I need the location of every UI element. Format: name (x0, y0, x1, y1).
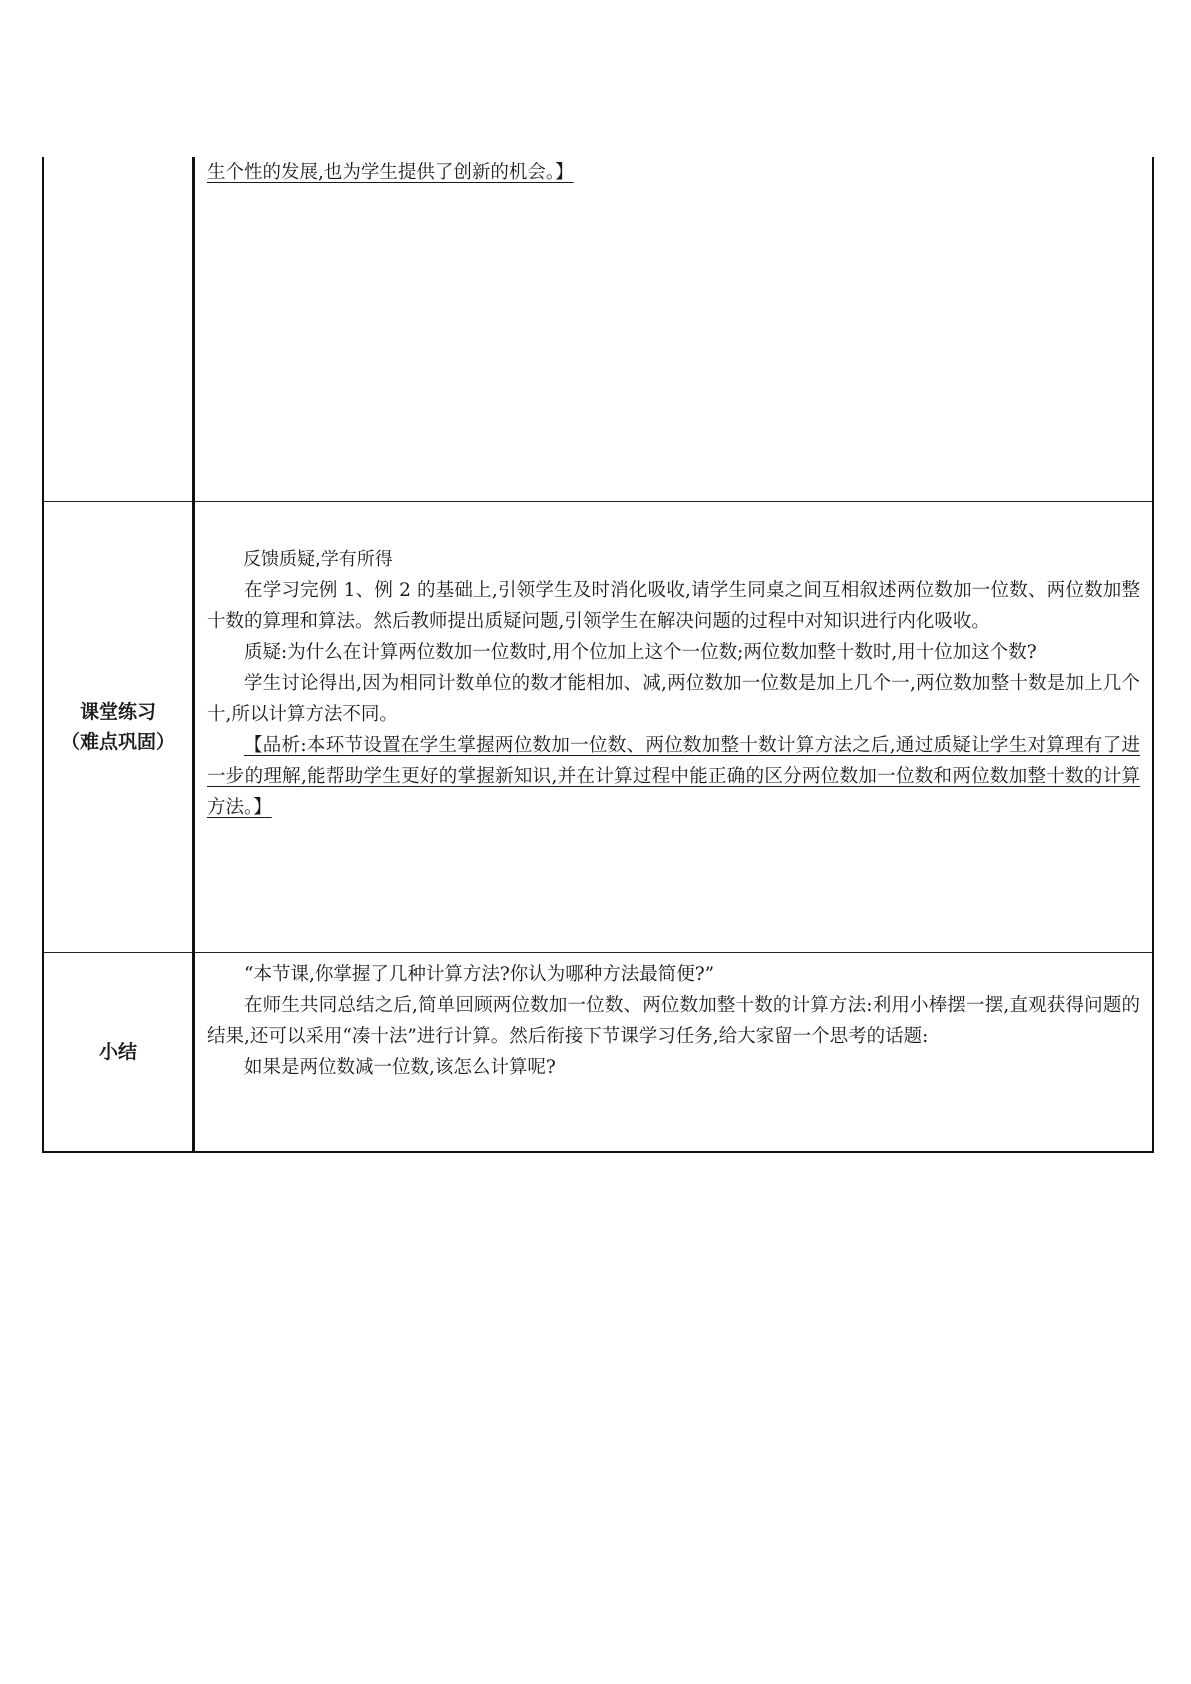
summary-paragraph-1: “本节课,你掌握了几种计算方法?你认为哪种方法最简便?” (244, 964, 715, 985)
summary-paragraph-3: 如果是两位数减一位数,该怎么计算呢? (244, 1057, 556, 1078)
lesson-plan-table (42, 157, 1154, 1153)
practice-paragraph-3: 学生讨论得出,因为相同计数单位的数才能相加、减,两位数加一位数是加上几个一,两位数加整十数是加上几个十,所以计算方法不同。 (207, 673, 1140, 725)
continuation-content (194, 157, 1154, 502)
summary-paragraph-2: 在师生共同总结之后,简单回顾两位数加一位数、两位数加整十数的计算方法:利用小棒摆一摆,直观获得问题的结果,还可以采用“凑十法”进行计算。然后衔接下节课学习任务,给大家留一个思考的话题: (207, 995, 1140, 1047)
practice-label-line1: 课堂练习 (79, 701, 156, 723)
practice-heading: 反馈质疑,学有所得 (243, 549, 393, 570)
table-row-practice (43, 502, 1153, 953)
practice-label-line2: （难点巩固） (60, 731, 175, 753)
practice-content (194, 502, 1154, 953)
table-row-continuation (43, 157, 1153, 502)
table-row-summary (43, 953, 1153, 1153)
practice-paragraph-1: 在学习完例 1、例 2 的基础上,引领学生及时消化吸收,请学生同桌之间互相叙述两位数加一位数、两位数加整十数的算理和算法。然后教师提出质疑问题,引领学生在解决问题的过程中对知识进行内化吸收。 (207, 580, 1140, 632)
row-label-practice (43, 502, 194, 953)
row-label-summary: 小结 (43, 953, 194, 1153)
practice-paragraph-2: 质疑:为什么在计算两位数加一位数时,用个位加上这个一位数;两位数加整十数时,用十位加这个数? (244, 642, 1037, 663)
continuation-note: 生个性的发展,也为学生提供了创新的机会。】 (207, 162, 574, 183)
row-label-empty (43, 157, 194, 502)
practice-note: 【品析:本环节设置在学生掌握两位数加一位数、两位数加整十数计算方法之后,通过质疑让学生对算理有了进一步的理解,能帮助学生更好的掌握新知识,并在计算过程中能正确的区分两位数加一位数和两位数加整十数的计算方法。】 (207, 735, 1140, 818)
summary-content (194, 953, 1154, 1153)
